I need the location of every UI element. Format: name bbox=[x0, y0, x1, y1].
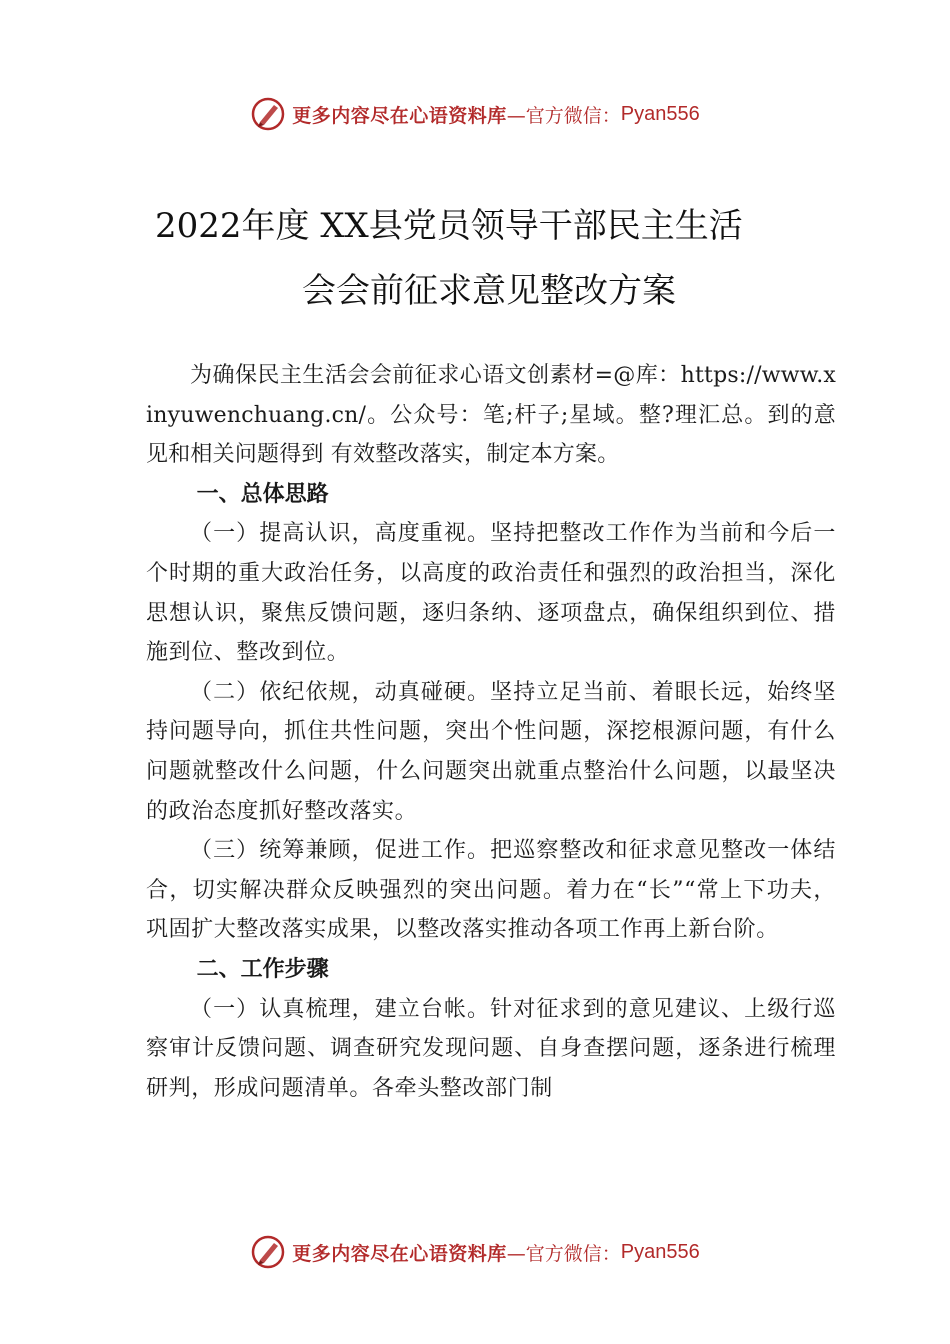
header-watermark-banner bbox=[0, 94, 950, 134]
document-title-line-2: 会会前征求意见整改方案 bbox=[302, 271, 676, 311]
paragraph-1-1: （一）提高认识，高度重视。坚持把整改工作作为当前和今后一个时期的重大政治任务，以高度的政治责任和强烈的政治担当，深化思想认识，聚焦反馈问题，逐归条纳、逐项盘点，确保组织到位、措施到位、整改到位。 bbox=[146, 521, 836, 666]
paragraph-1-2: （二）依纪依规，动真碰硬。坚持立足当前、着眼长远，始终坚持问题导向，抓住共性问题，突出个性问题，深挖根源问题，有什么问题就整改什么问题，什么问题突出就重点整治什么问题，以最坚决的政治态度抓好整改落实。 bbox=[146, 679, 836, 824]
banner-wechat-id: Pyan556 bbox=[620, 102, 700, 125]
intro-paragraph: 为确保民主生活会会前征求心语文创素材=@库：https://www.xinyuwenchuang.cn/。公众号：笔;杆子;星域。整?理汇总。到的意见和相关问题得到 有效整改落实，制定本方案。 bbox=[146, 363, 836, 468]
section-heading-1: 一、总体思路 bbox=[196, 481, 329, 507]
paragraph-1-3: （三）统筹兼顾，促进工作。把巡察整改和征求意见整改一体结合，切实解决群众反映强烈的突出问题。着力在“长”“常上下功夫，巩固扩大整改落实成果，以整改落实推动各项工作再上新台阶。 bbox=[146, 838, 836, 943]
paragraph-2-1: （一）认真梳理，建立台帐。针对征求到的意见建议、上级行巡察审计反馈问题、调查研究发现问题、自身查摆问题，逐条进行梳理研判，形成问题清单。各牵头整改部门制 bbox=[146, 996, 836, 1101]
document-title-line-1: 2022年度 XX县党员领导干部民主生活 bbox=[155, 206, 743, 246]
banner-main-text: 更多内容尽在心语资料库 bbox=[292, 104, 507, 127]
banner-wechat-id: Pyan556 bbox=[620, 1240, 700, 1263]
document-body bbox=[146, 356, 836, 1108]
footer-watermark-banner bbox=[0, 1232, 950, 1272]
section-heading-2: 二、工作步骤 bbox=[196, 956, 329, 982]
banner-sub-text: —官方微信： bbox=[506, 104, 621, 127]
banner-sub-text: —官方微信： bbox=[506, 1242, 621, 1265]
pen-logo-icon bbox=[250, 96, 286, 132]
pen-logo-icon bbox=[250, 1234, 286, 1270]
banner-main-text: 更多内容尽在心语资料库 bbox=[292, 1242, 507, 1265]
